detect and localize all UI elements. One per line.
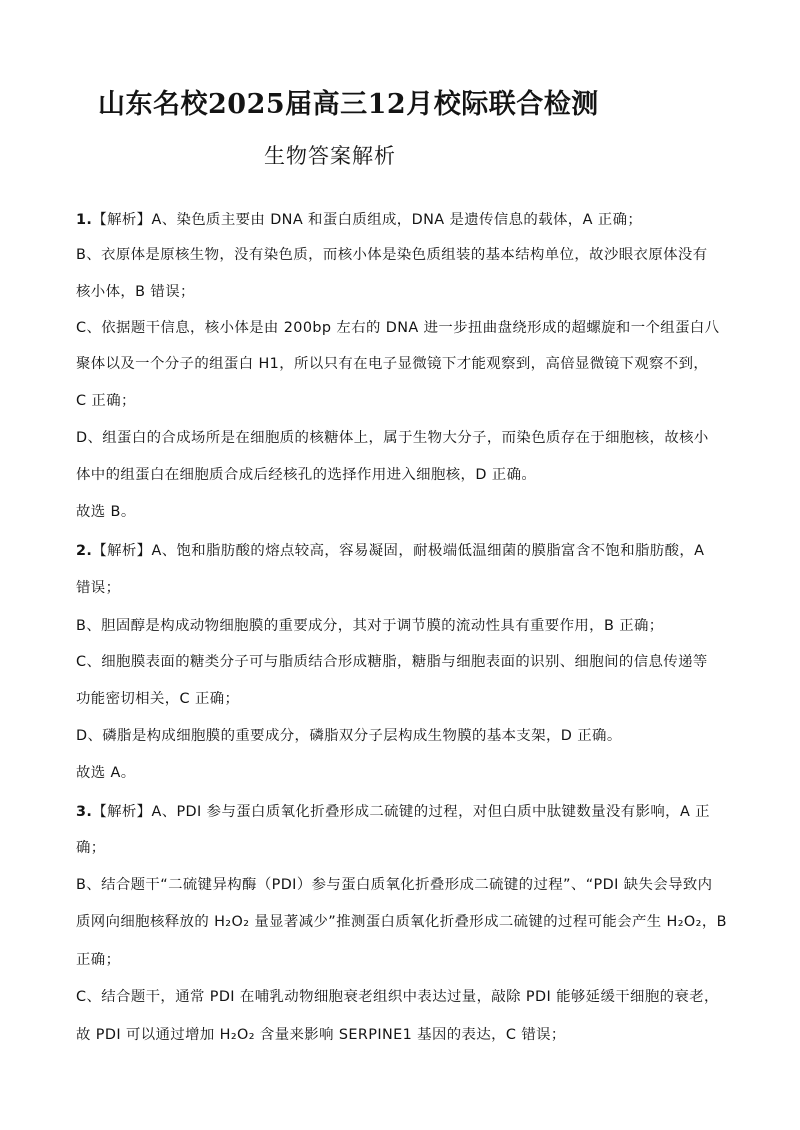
document-title: 山东名校2025届高三12月校际联合检测 [98, 89, 599, 120]
answer-line: B、结合题干“二硫键异构酶（PDI）参与蛋白质氧化折叠形成二硫键的过程”、“PDI 缺失会导致内 [76, 877, 713, 893]
answer-line: 故 PDI 可以通过增加 H₂O₂ 含量来影响 SERPINE1 基因的表达，C 错误； [76, 1027, 566, 1043]
answer-line: C、结合题干，通常 PDI 在哺乳动物细胞衰老组织中表达过量，敲除 PDI 能够延缓干细胞的衰老， [76, 989, 719, 1005]
answer-line: D、磷脂是构成细胞膜的重要成分，磷脂双分子层构成生物膜的基本支架，D 正确。 [76, 728, 622, 744]
question-number: 2. [76, 543, 93, 559]
answer-line: 质网向细胞核释放的 H₂O₂ 量显著减少”推测蛋白质氧化折叠形成二硫键的过程可能会产生 H₂O₂，B [76, 914, 727, 930]
answer-line: 确； [76, 840, 106, 856]
answer-line: 故选 B。 [76, 504, 136, 520]
answer-line: 错误； [76, 580, 121, 596]
answer-line: B、胆固醇是构成动物细胞膜的重要成分，其对于调节膜的流动性具有重要作用，B 正确； [76, 618, 664, 634]
document-subtitle: 生物答案解析 [264, 144, 396, 168]
answer-line: C、依据题干信息，核小体是由 200bp 左右的 DNA 进一步扭曲盘绕形成的超螺旋和一个组蛋白八 [76, 320, 720, 336]
answer-line: 核小体，B 错误； [76, 284, 195, 300]
answer-line: B、衣原体是原核生物，没有染色质，而核小体是染色质组装的基本结构单位，故沙眼衣原体没有 [76, 247, 708, 263]
answer-line: 3.【解析】A、PDI 参与蛋白质氧化折叠形成二硫键的过程，对但白质中肽键数量没有影响，A 正 [76, 804, 710, 820]
answer-line: 体中的组蛋白在细胞质合成后经核孔的选择作用进入细胞核，D 正确。 [76, 467, 537, 483]
answer-line: 故选 A。 [76, 765, 136, 781]
answer-line: 1.【解析】A、染色质主要由 DNA 和蛋白质组成，DNA 是遗传信息的载体，A 正确； [76, 212, 643, 228]
answer-line: 正确； [76, 952, 121, 968]
answer-line: C 正确； [76, 393, 136, 409]
question-number: 3. [76, 804, 93, 820]
question-number: 1. [76, 212, 93, 228]
answer-line: 功能密切相关，C 正确； [76, 691, 240, 707]
answer-line: C、细胞膜表面的糖类分子可与脂质结合形成糖脂，糖脂与细胞表面的识别、细胞间的信息传递等 [76, 654, 708, 670]
answer-line: 聚体以及一个分子的组蛋白 H1，所以只有在电子显微镜下才能观察到，高倍显微镜下观察不到， [76, 356, 709, 372]
answer-line: 2.【解析】A、饱和脂肪酸的熔点较高，容易凝固，耐极端低温细菌的膜脂富含不饱和脂肪酸，A [76, 543, 705, 559]
answer-line: D、组蛋白的合成场所是在细胞质的核糖体上，属于生物大分子，而染色质存在于细胞核，故核小 [76, 430, 709, 446]
